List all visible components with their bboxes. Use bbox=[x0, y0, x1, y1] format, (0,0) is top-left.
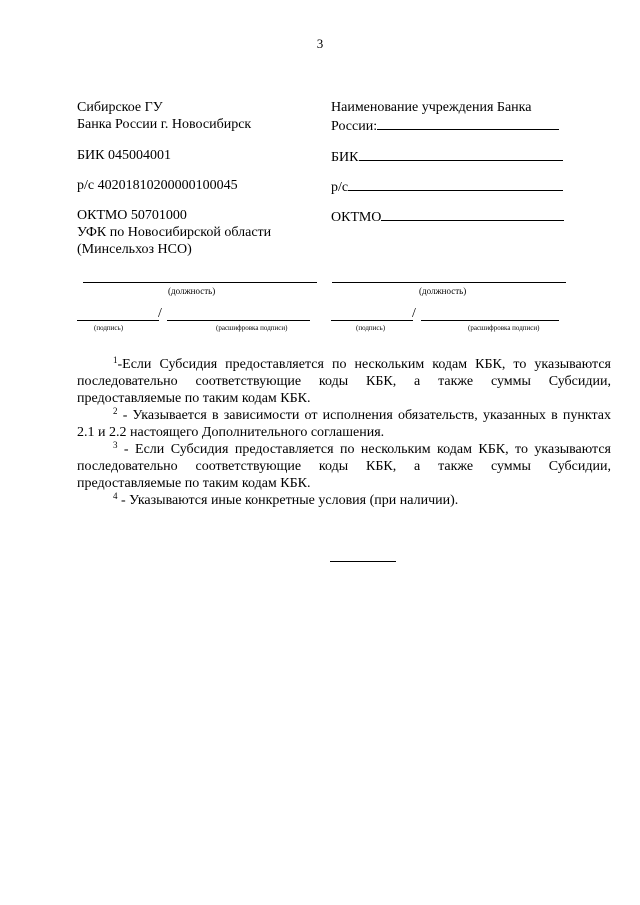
left-signature-caption: (подпись) bbox=[94, 324, 124, 332]
right-position-line[interactable] bbox=[332, 282, 566, 283]
footnote-1 bbox=[77, 356, 611, 407]
footnote-4-text: - Указываются иные конкретные условия (при наличии). bbox=[117, 493, 459, 508]
footnote-1-mark: 1 bbox=[113, 355, 118, 365]
bank-institution-label-2: России: bbox=[331, 119, 378, 134]
end-separator-line bbox=[330, 561, 396, 562]
footnote-4 bbox=[77, 492, 611, 509]
footnote-3-text: - Если Субсидия предоставляется по нескольким кодам КБК, то указываются последовательно соответствующие коды КБК, а также суммы Субсидии, предоставляемые по таким кодам КБК. bbox=[77, 442, 611, 491]
right-position-caption: (должность) bbox=[419, 286, 467, 296]
left-decoding-caption: (расшифровка подписи) bbox=[216, 324, 288, 332]
bank-name-line1: Сибирское ГУ bbox=[77, 100, 163, 115]
right-decoding-caption: (расшифровка подписи) bbox=[468, 324, 540, 332]
bik-label: БИК bbox=[331, 150, 359, 165]
account-label: р/с bbox=[331, 180, 349, 195]
bik-value: БИК 045004001 bbox=[77, 148, 171, 163]
bik-field[interactable] bbox=[331, 147, 563, 166]
account-field[interactable] bbox=[331, 177, 563, 196]
right-decoding-line[interactable] bbox=[421, 320, 559, 321]
account-value: р/с 40201810200000100045 bbox=[77, 178, 238, 193]
footnote-3-mark: 3 bbox=[113, 440, 118, 450]
footnote-2 bbox=[77, 407, 611, 441]
left-signature-line[interactable] bbox=[77, 320, 159, 321]
footnote-1-text: -Если Субсидия предоставляется по нескольким кодам КБК, то указываются последовательно соответствующие коды КБК, а также суммы Субсидии, предоставляемые по таким кодам КБК. bbox=[77, 357, 611, 406]
bank-institution-field[interactable] bbox=[331, 116, 559, 135]
footnotes bbox=[77, 356, 611, 509]
bik-blank[interactable] bbox=[359, 147, 563, 161]
bank-institution-blank[interactable] bbox=[377, 116, 559, 130]
oktmo-value: ОКТМО 50701000 bbox=[77, 208, 187, 223]
footnote-4-mark: 4 bbox=[113, 491, 118, 501]
oktmo-label: ОКТМО bbox=[331, 210, 382, 225]
left-position-line[interactable] bbox=[83, 282, 317, 283]
right-signature-line[interactable] bbox=[331, 320, 413, 321]
ufk-line2: (Минсельхоз НСО) bbox=[77, 242, 192, 257]
account-blank[interactable] bbox=[348, 177, 563, 191]
left-position-caption: (должность) bbox=[168, 286, 216, 296]
oktmo-blank[interactable] bbox=[381, 207, 564, 221]
ufk-line1: УФК по Новосибирской области bbox=[77, 225, 272, 240]
oktmo-field[interactable] bbox=[331, 207, 564, 226]
footnote-2-text: - Указывается в зависимости от исполнения обязательств, указанных в пунктах 2.1 и 2.2 настоящего Дополнительного соглашения. bbox=[77, 408, 611, 440]
right-signature-caption: (подпись) bbox=[356, 324, 386, 332]
footnote-3 bbox=[77, 441, 611, 492]
page-number: 3 bbox=[316, 36, 324, 51]
right-signature-slash: / bbox=[412, 306, 416, 321]
bank-institution-label: Наименование учреждения Банка bbox=[331, 100, 532, 115]
left-signature-slash: / bbox=[158, 306, 162, 321]
left-decoding-line[interactable] bbox=[167, 320, 310, 321]
footnote-2-mark: 2 bbox=[113, 406, 118, 416]
bank-name-line2: Банка России г. Новосибирск bbox=[77, 117, 252, 132]
